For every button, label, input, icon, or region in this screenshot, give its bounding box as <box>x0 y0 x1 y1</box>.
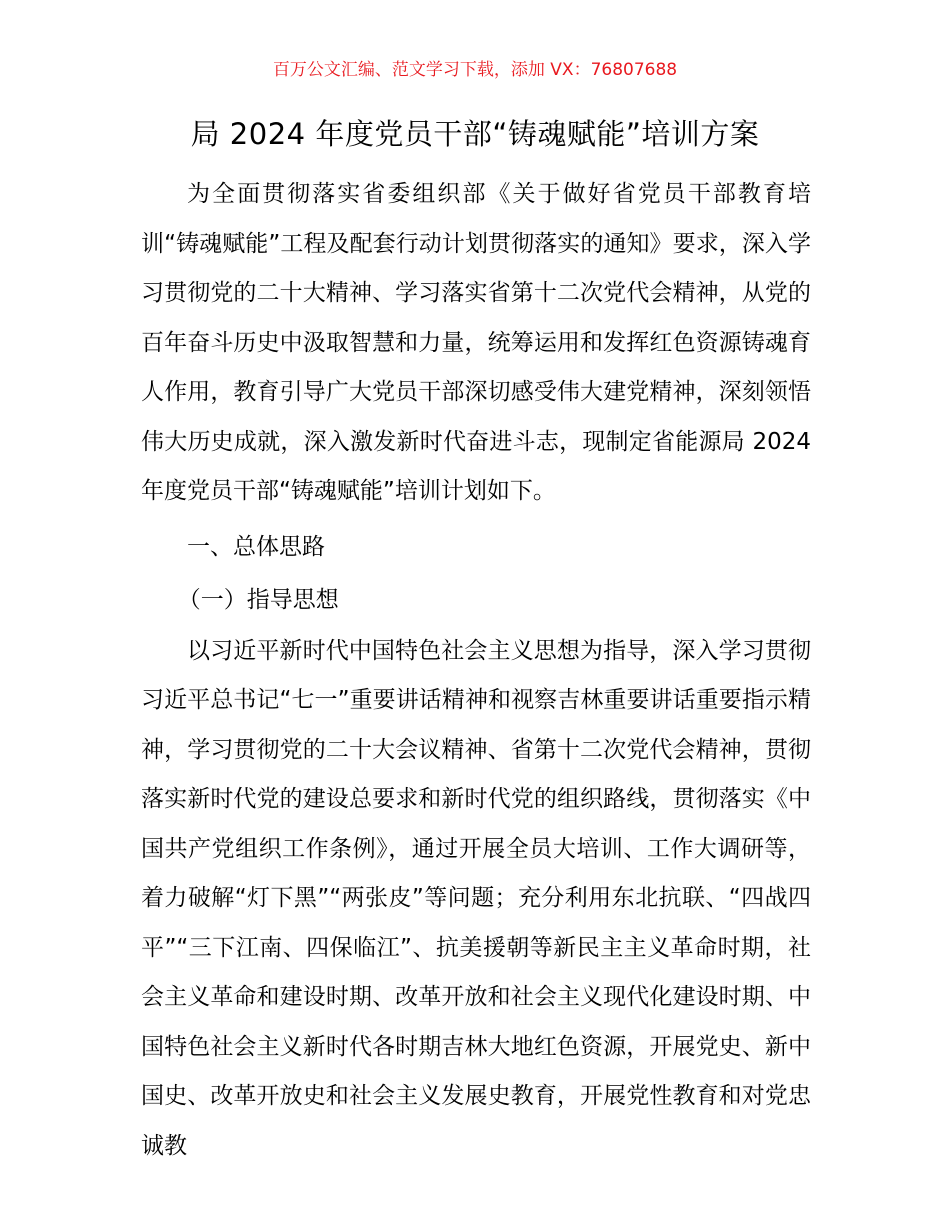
guiding-ideology-paragraph: 以习近平新时代中国特色社会主义思想为指导，深入学习贯彻习近平总书记“七一”重要讲话精神和视察吉林重要讲话重要指示精神，学习贯彻党的二十大会议精神、省第十二次党代会精神，贯彻落实新时代党的建设总要求和新时代党的组织路线，贯彻落实《中国共产党组织工作条例》，通过开展全员大培训、工作大调研等，着力破解“灯下黑”“两张皮”等问题；充分利用东北抗联、“四战四平”“三下江南、四保临江”、抗美援朝等新民主主义革命时期，社会主义革命和建设时期、改革开放和社会主义现代化建设时期、中国特色社会主义新时代各时期吉林大地红色资源，开展党史、新中国史、改革开放史和社会主义发展史教育，开展党性教育和对党忠诚教 <box>141 637 811 1159</box>
intro-paragraph: 为全面贯彻落实省委组织部《关于做好省党员干部教育培训“铸魂赋能”工程及配套行动计划贯彻落实的通知》要求，深入学习贯彻党的二十大精神、学习落实省第十二次党代会精神，从党的百年奋斗历史中汲取智慧和力量，统筹运用和发挥红色资源铸魂育人作用，教育引导广大党员干部深切感受伟大建党精神，深刻领悟伟大历史成就，深入激发新时代奋进斗志，现制定省能源局 2024 年度党员干部“铸魂赋能”培训计划如下。 <box>141 181 811 504</box>
section-heading-overall-approach: 一、总体思路 <box>187 533 325 560</box>
document-body <box>141 170 811 1171</box>
header-promo-text: 百万公文汇编、范文学习下载，添加 VX：76807688 <box>272 60 678 80</box>
document-title: 局 2024 年度党员干部“铸魂赋能”培训方案 <box>190 117 760 151</box>
subsection-heading-guiding-ideology: （一）指导思想 <box>177 586 339 613</box>
